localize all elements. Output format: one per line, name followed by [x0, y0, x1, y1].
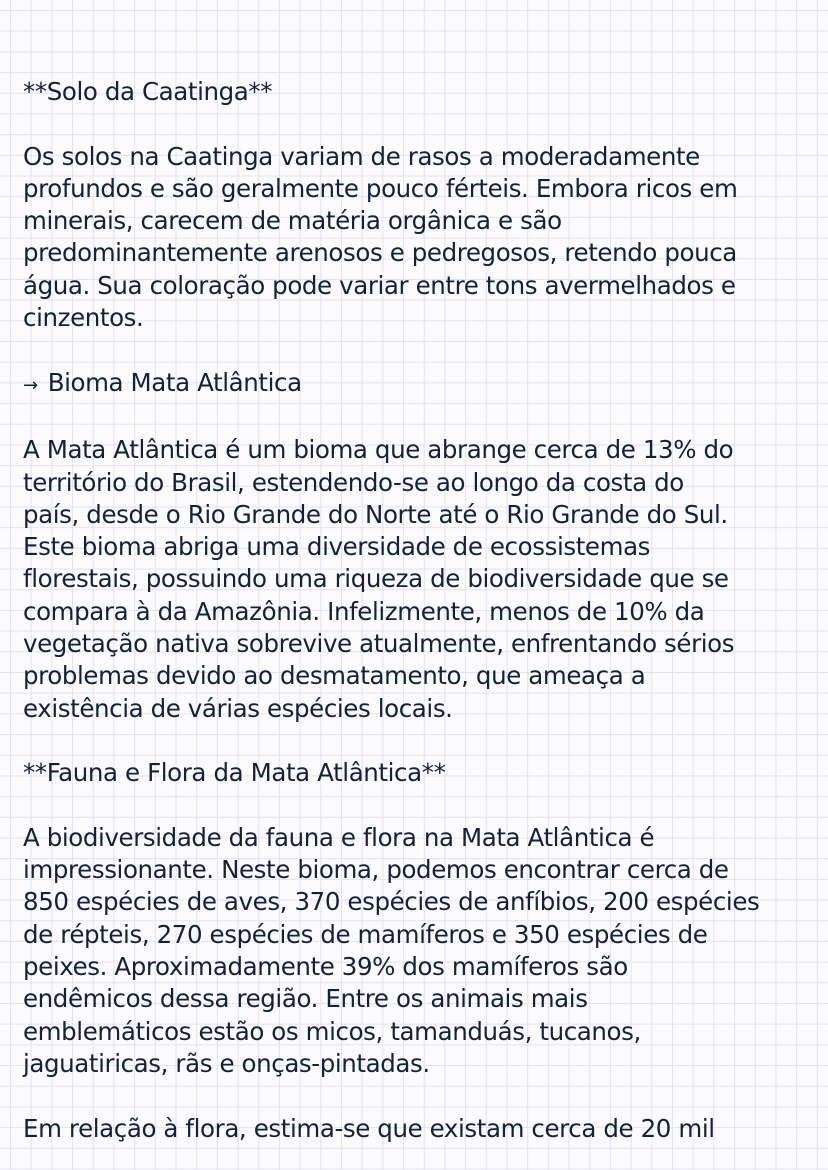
heading-bioma-mata-atlantica: → Bioma Mata Atlântica	[23, 367, 302, 397]
arrow-right-icon: →	[23, 374, 38, 396]
heading-fauna-flora: **Fauna e Flora da Mata Atlântica**	[23, 758, 446, 788]
document-page	[23, 76, 813, 1145]
paragraph-solo-caatinga: Os solos na Caatinga variam de rasos a moderadamente profundos e são geralmente pouco férteis. Embora ricos em minerais, carecem de matéria orgânica e são predominantemente arenosos e pedregosos, retendo pouca água. Sua coloração pode variar entre tons avermelhados e cinzentos.	[23, 141, 738, 333]
heading-solo-caatinga: **Solo da Caatinga**	[23, 77, 273, 106]
paragraph-fauna-flora: A biodiversidade da fauna e flora na Mata Atlântica é impressionante. Neste bioma, podemos encontrar cerca de 850 espécies de aves, 370 espécies de anfíbios, 200 espécies de répteis, 270 espécies de mamíferos e 350 espécies de peixes. Aproximadamente 39% dos mamíferos são endêmicos dessa região. Entre os animais mais emblemáticos estão os micos, tamanduás, tucanos, jaguatiricas, rãs e onças-pintadas.	[23, 822, 760, 1078]
paragraph-mata-atlantica: A Mata Atlântica é um bioma que abrange cerca de 13% do território do Brasil, estendendo-se ao longo da costa do país, desde o Rio Grande do Norte até o Rio Grande do Sul. Este bioma abriga uma diversidade de ecossistemas florestais, possuindo uma riqueza de biodiversidade que se compara à da Amazônia. Infelizmente, menos de 10% da vegetação nativa sobrevive atualmente, enfrentando sérios problemas devido ao desmatamento, que ameaça a existência de várias espécies locais.	[23, 435, 735, 723]
paragraph-flora: Em relação à flora, estima-se que existam cerca de 20 mil	[23, 1113, 715, 1143]
